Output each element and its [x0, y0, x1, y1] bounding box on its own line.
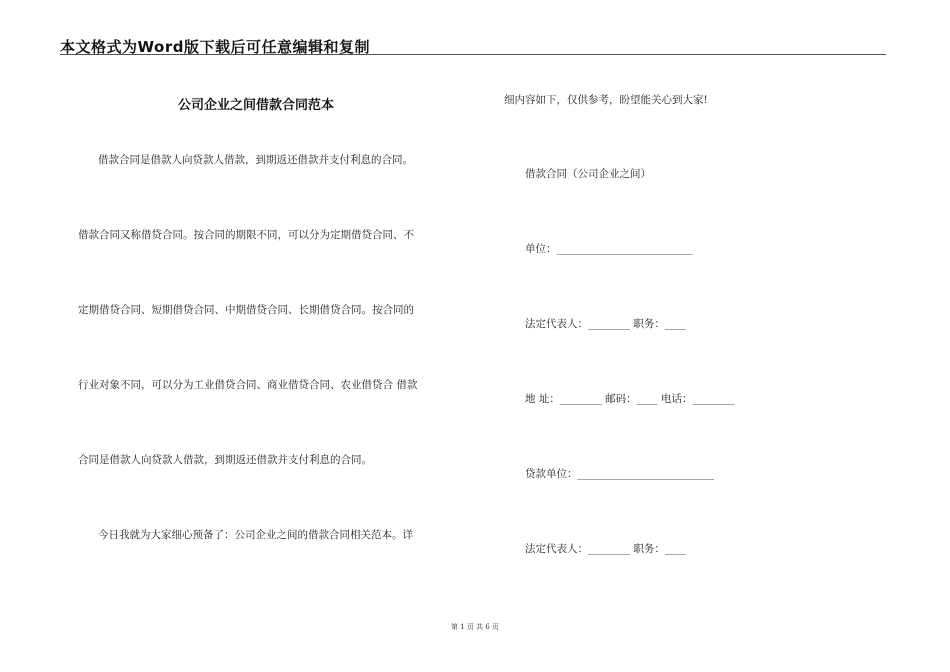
left-line: 定期借贷合同、短期借贷合同、中期借贷合同、长期借贷合同。按合同的	[78, 304, 414, 316]
left-line: 行业对象不同，可以分为工业借贷合同、商业借贷合同、农业借贷合 借款	[78, 379, 418, 391]
left-line: 今日我就为大家细心预备了：公司企业之间的借款合同相关范本。详	[98, 529, 413, 541]
left-line: 合同是借款人向贷款人借款，到期返还借款并支付利息的合同。	[78, 454, 372, 466]
left-line: 借款合同又称借贷合同。按合同的期限不同，可以分为定期借贷合同、不	[78, 229, 414, 241]
right-line: 贷款单位：__________________________	[525, 468, 714, 480]
page-footer: 第 1 页 共 6 页	[450, 623, 500, 631]
right-line: 地 址：________ 邮码：____ 电话：________	[525, 393, 735, 405]
right-line: 法定代表人：________ 职务：____	[525, 543, 686, 555]
right-line: 单位：__________________________	[525, 243, 693, 255]
right-line: 细内容如下，仅供参考，盼望能关心到大家!	[504, 94, 708, 106]
document-header: 本文格式为Word版下载后可任意编辑和复制	[60, 38, 370, 56]
right-line: 借款合同（公司企业之间）	[525, 168, 651, 180]
header-rule	[60, 54, 886, 55]
right-line: 法定代表人：________ 职务：____	[525, 318, 686, 330]
document-title: 公司企业之间借款合同范本	[178, 98, 335, 113]
left-line: 借款合同是借款人向贷款人借款，到期返还借款并支付利息的合同。	[98, 154, 413, 166]
